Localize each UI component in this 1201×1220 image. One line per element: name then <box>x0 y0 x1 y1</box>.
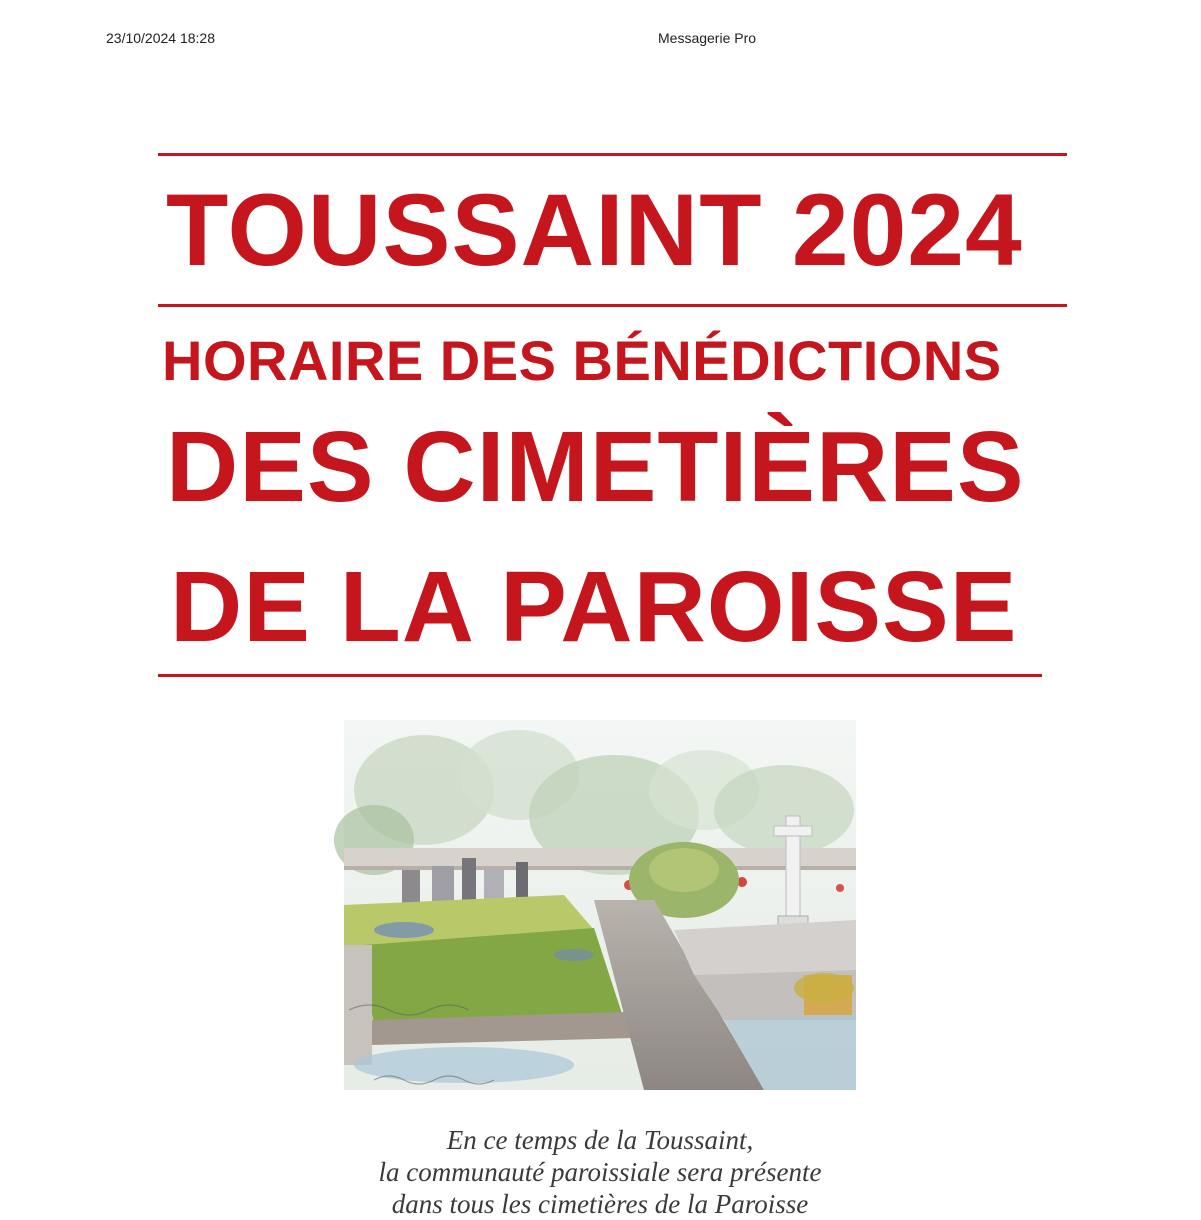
caption-line: la communauté paroissiale sera présente <box>378 1157 822 1187</box>
headline-cimetieres: DES CIMETIÈRES <box>166 411 1025 523</box>
headline-toussaint: TOUSSAINT 2024 <box>166 173 1023 287</box>
bottom-divider-rule <box>158 674 1042 677</box>
print-datetime: 23/10/2024 18:28 <box>106 30 215 46</box>
print-app-title: Messagerie Pro <box>658 30 757 46</box>
headline-horaire: HORAIRE DES BÉNÉDICTIONS <box>162 329 1002 392</box>
print-header <box>0 30 1201 48</box>
headline-paroisse: DE LA PAROISSE <box>170 551 1018 663</box>
middle-divider-rule <box>158 304 1067 307</box>
top-divider-rule <box>158 153 1067 156</box>
caption-line: dans tous les cimetières de la Paroisse <box>391 1189 809 1219</box>
caption-line: En ce temps de la Toussaint, <box>446 1125 754 1155</box>
flyer-caption <box>250 1124 950 1220</box>
cemetery-illustration <box>344 720 856 1090</box>
